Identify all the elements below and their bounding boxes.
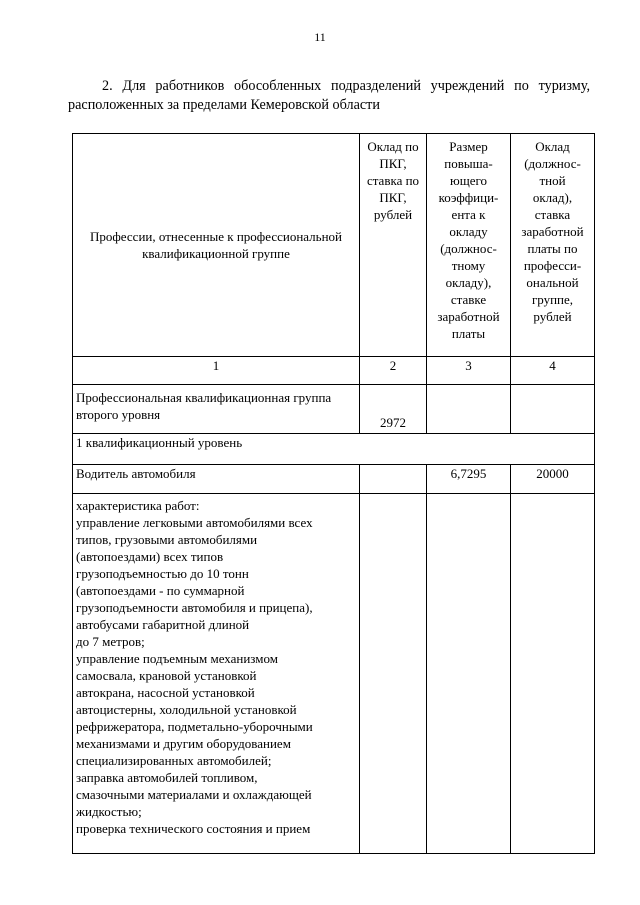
column-number: 2 xyxy=(360,357,427,385)
salary-table xyxy=(72,133,595,854)
qualification-level: 1 квалификационный уровень xyxy=(73,434,595,465)
empty-cell xyxy=(427,494,511,854)
empty-cell xyxy=(360,465,427,494)
header-profession: Профессии, отнесенные к профессиональной квалификационной группе xyxy=(73,134,360,357)
table-header-row xyxy=(73,134,595,357)
intro-line-1: 2. Для работников обособленных подразделений учреждений по туризму, xyxy=(102,78,590,94)
table-row-description xyxy=(73,494,595,854)
profession-name: Водитель автомобиля xyxy=(73,465,360,494)
empty-cell xyxy=(360,494,427,854)
group-name: Профессиональная квалификационная группа второго уровня xyxy=(73,385,360,434)
profession-coefficient: 6,7295 xyxy=(427,465,511,494)
column-number-row xyxy=(73,357,595,385)
empty-cell xyxy=(427,385,511,434)
profession-salary: 20000 xyxy=(511,465,595,494)
header-pkg-salary: Оклад по ПКГ, ставка по ПКГ, рублей xyxy=(360,134,427,357)
column-number: 4 xyxy=(511,357,595,385)
empty-cell xyxy=(511,494,595,854)
table-row-profession xyxy=(73,465,595,494)
table-row-level xyxy=(73,434,595,465)
intro-line-2: расположенных за пределами Кемеровской области xyxy=(68,97,380,113)
intro-paragraph xyxy=(68,77,590,115)
group-salary: 2972 xyxy=(360,385,427,434)
header-group-salary: Оклад (должнос- тной оклад), ставка заработной платы по професси- ональной группе, рублей xyxy=(511,134,595,357)
empty-cell xyxy=(511,385,595,434)
column-number: 3 xyxy=(427,357,511,385)
page-number: 11 xyxy=(314,30,326,44)
column-number: 1 xyxy=(73,357,360,385)
header-coefficient: Размер повыша- ющего коэффици- ента к окладу (должнос- тному окладу), ставке заработной платы xyxy=(427,134,511,357)
work-description: характеристика работ: управление легковыми автомобилями всех типов, грузовыми автомобилями (автопоездами) всех типов грузоподъемностью до 10 тонн (автопоездами - по суммарной грузоподъемности автомобиля и прицепа), автобусами габаритной длиной до 7 метров; управление подъемным механизмом самосвала, крановой установкой автокрана, насосной установкой автоцистерны, холодильной установкой рефрижератора, подметально-уборочными механизмами и другим оборудованием специализированных автомобилей; заправка автомобилей топливом, смазочными материалами и охлаждающей жидкостью; проверка технического состояния и прием xyxy=(73,494,360,854)
table-row-group xyxy=(73,385,595,434)
